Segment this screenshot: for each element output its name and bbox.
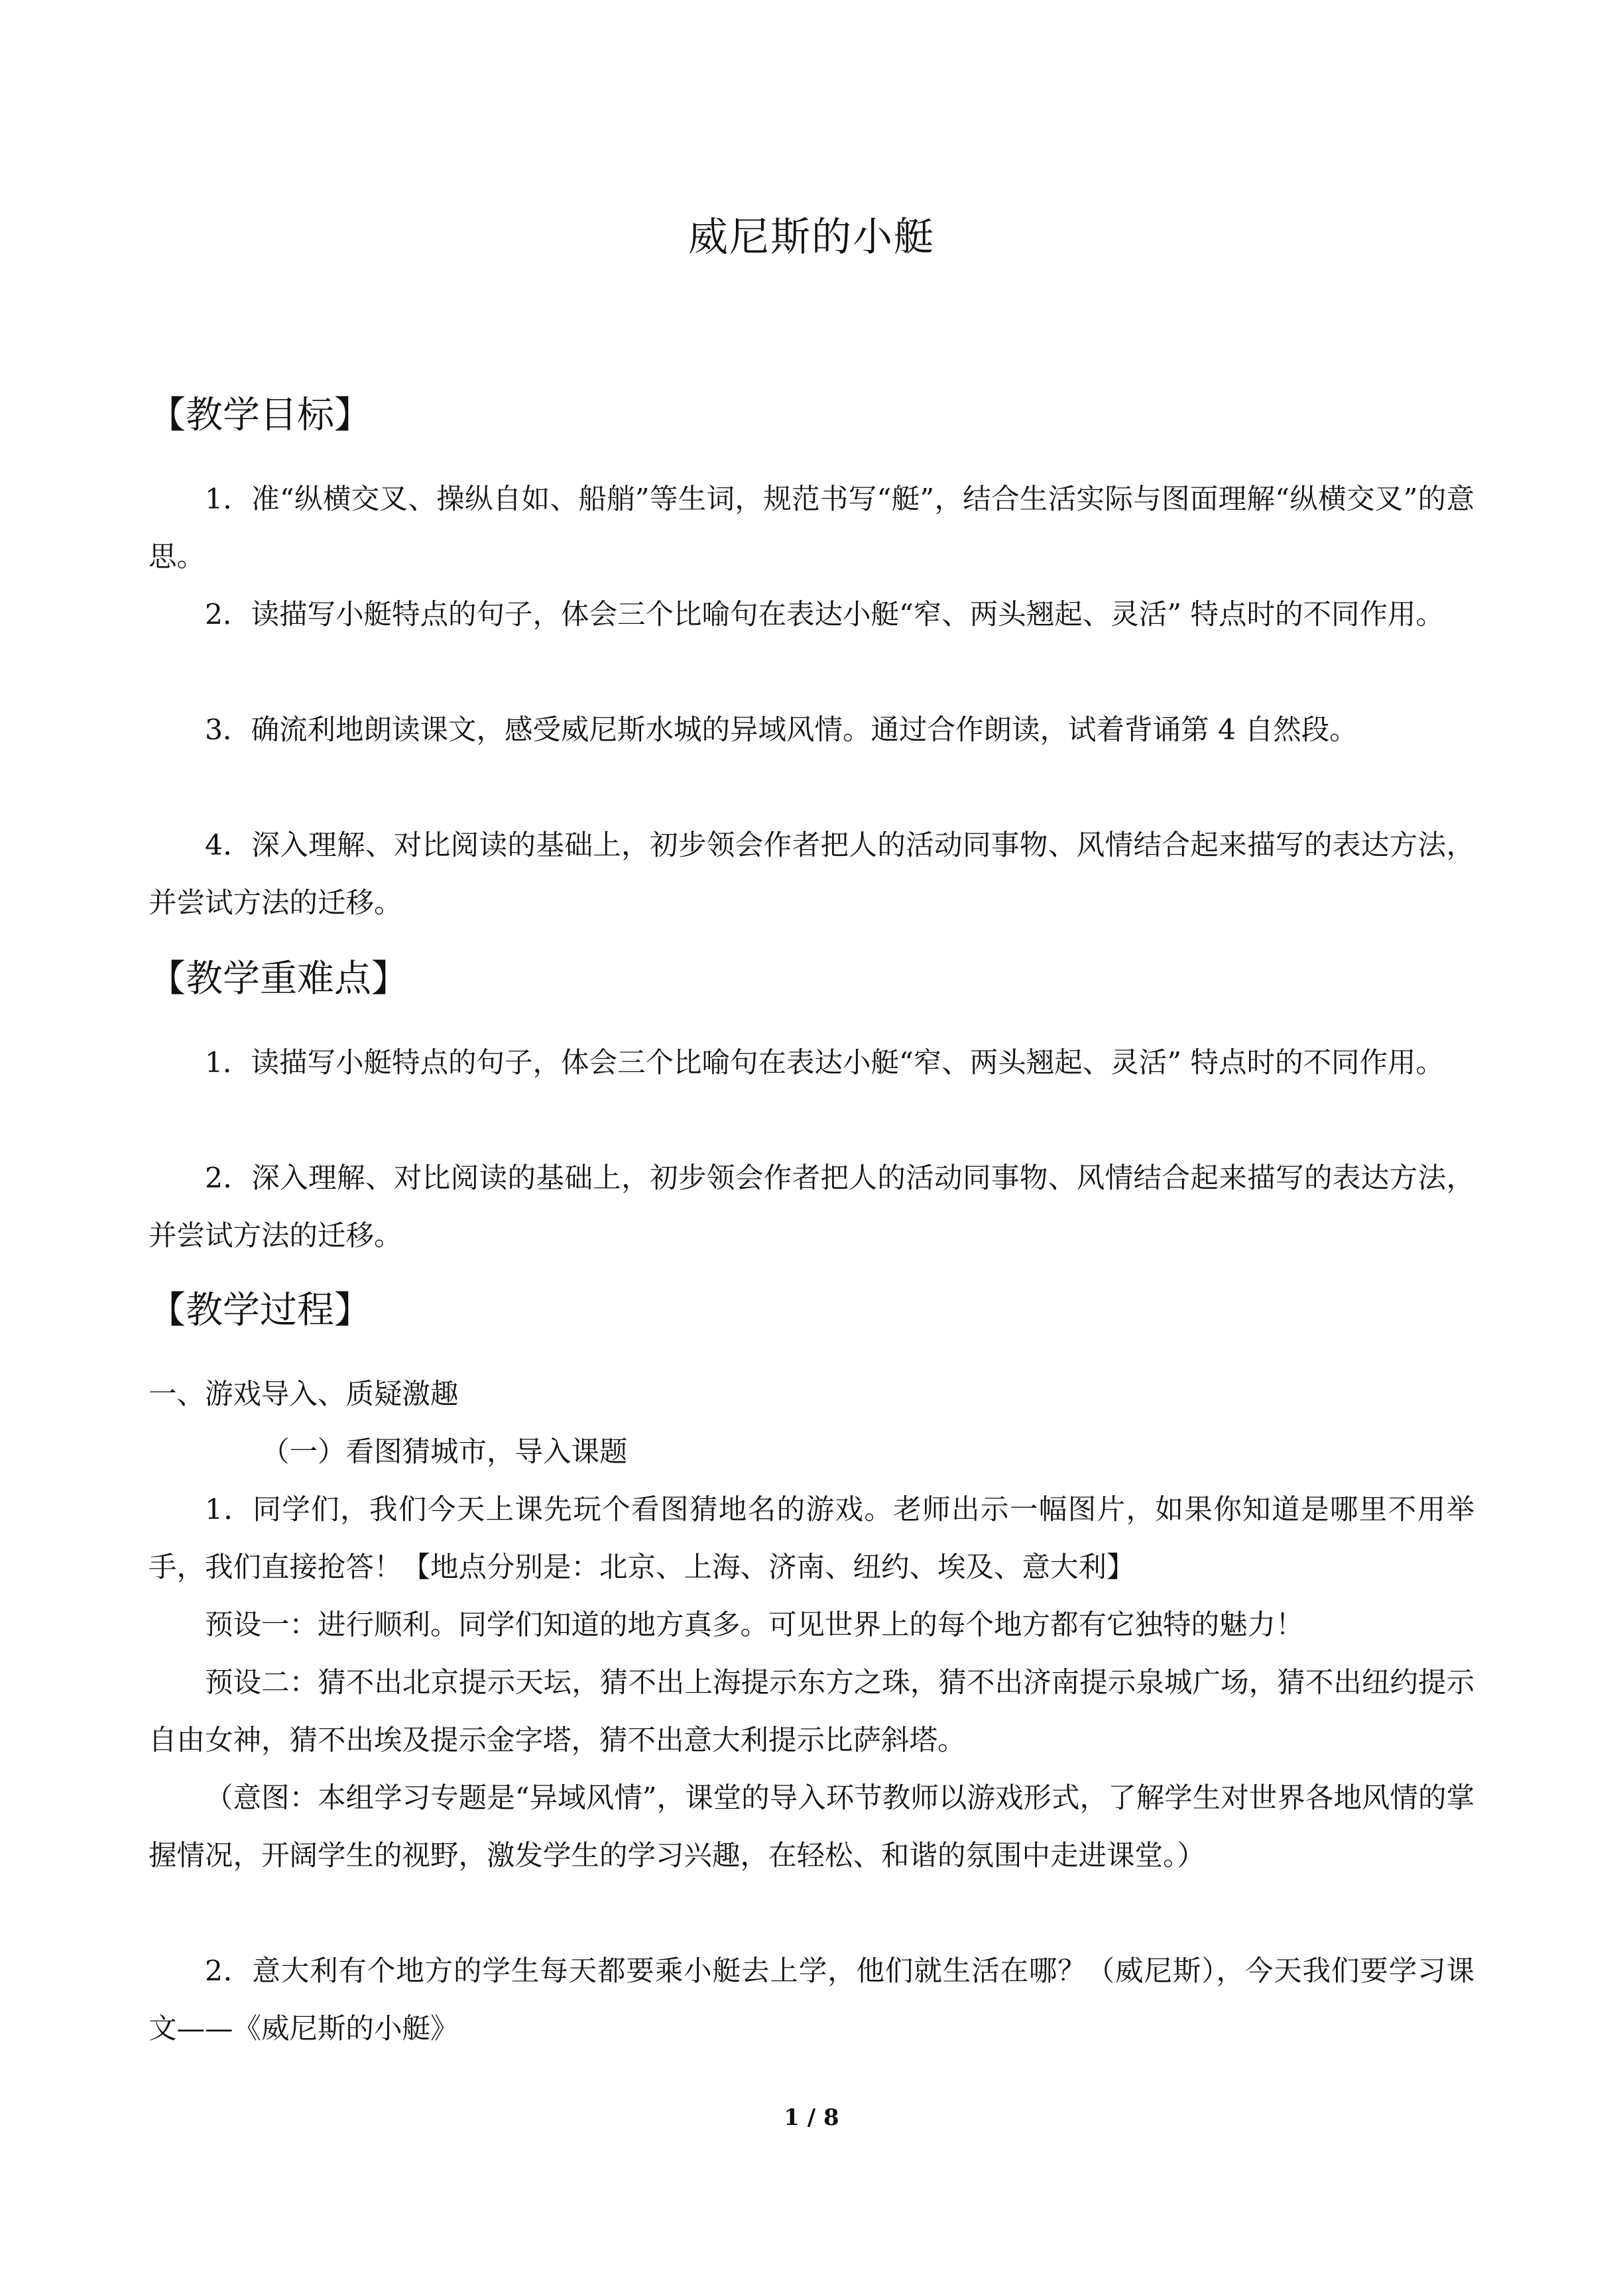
key-point-item-2: 2．深入理解、对比阅读的基础上，初步领会作者把人的活动同事物、风情结合起来描写的表达方法，并尝试方法的迁移。 xyxy=(149,1162,1474,1252)
heading-key-points: 【教学重难点】 xyxy=(149,957,408,1000)
key-point-item-1: 1．读描写小艇特点的句子，体会三个比喻句在表达小艇“窄、两头翘起、灵活” 特点时的不同作用。 xyxy=(205,1047,1445,1079)
goal-item-1: 1．准“纵横交叉、操纵自如、船艄”等生词，规范书写“艇”，结合生活实际与图面理解“纵横交叉”的意思。 xyxy=(149,483,1474,574)
process-part1-title: 一、游戏导入、质疑激趣 xyxy=(149,1378,459,1411)
process-preset-2: 预设二：猜不出北京提示天坛，猜不出上海提示东方之珠，猜不出济南提示泉城广场，猜不出纽约提示自由女神，猜不出埃及提示金字塔，猜不出意大利提示比萨斜塔。 xyxy=(149,1667,1474,1757)
goal-item-3: 3．确流利地朗读课文，感受威尼斯水城的异域风情。通过合作朗读，试着背诵第 4 自然段。 xyxy=(205,714,1358,747)
process-intent: （意图：本组学习专题是“异域风情”，课堂的导入环节教师以游戏形式，了解学生对世界各地风情的掌握情况，开阔学生的视野，激发学生的学习兴趣，在轻松、和谐的氛围中走进课堂。） xyxy=(149,1782,1474,1872)
heading-teaching-goals: 【教学目标】 xyxy=(149,394,371,437)
process-paragraph-1: 1．同学们，我们今天上课先玩个看图猜地名的游戏。老师出示一幅图片，如果你知道是哪里不用举手，我们直接抢答！【地点分别是：北京、上海、济南、纽约、埃及、意大利】 xyxy=(149,1494,1474,1584)
goal-item-2: 2．读描写小艇特点的句子，体会三个比喻句在表达小艇“窄、两头翘起、灵活” 特点时的不同作用。 xyxy=(205,599,1445,631)
process-preset-1: 预设一：进行顺利。同学们知道的地方真多。可见世界上的每个地方都有它独特的魅力！ xyxy=(205,1609,1304,1642)
heading-teaching-process: 【教学过程】 xyxy=(149,1289,371,1332)
process-sub1-title: （一）看图猜城市，导入课题 xyxy=(261,1436,628,1469)
page-number: 1 / 8 xyxy=(784,2104,839,2131)
goal-item-4: 4．深入理解、对比阅读的基础上，初步领会作者把人的活动同事物、风情结合起来描写的表达方法，并尝试方法的迁移。 xyxy=(149,829,1474,920)
process-paragraph-2: 2．意大利有个地方的学生每天都要乘小艇去上学，他们就生活在哪？（威尼斯），今天我们要学习课文——《威尼斯的小艇》 xyxy=(149,1955,1474,2045)
page-title: 威尼斯的小艇 xyxy=(688,214,935,261)
